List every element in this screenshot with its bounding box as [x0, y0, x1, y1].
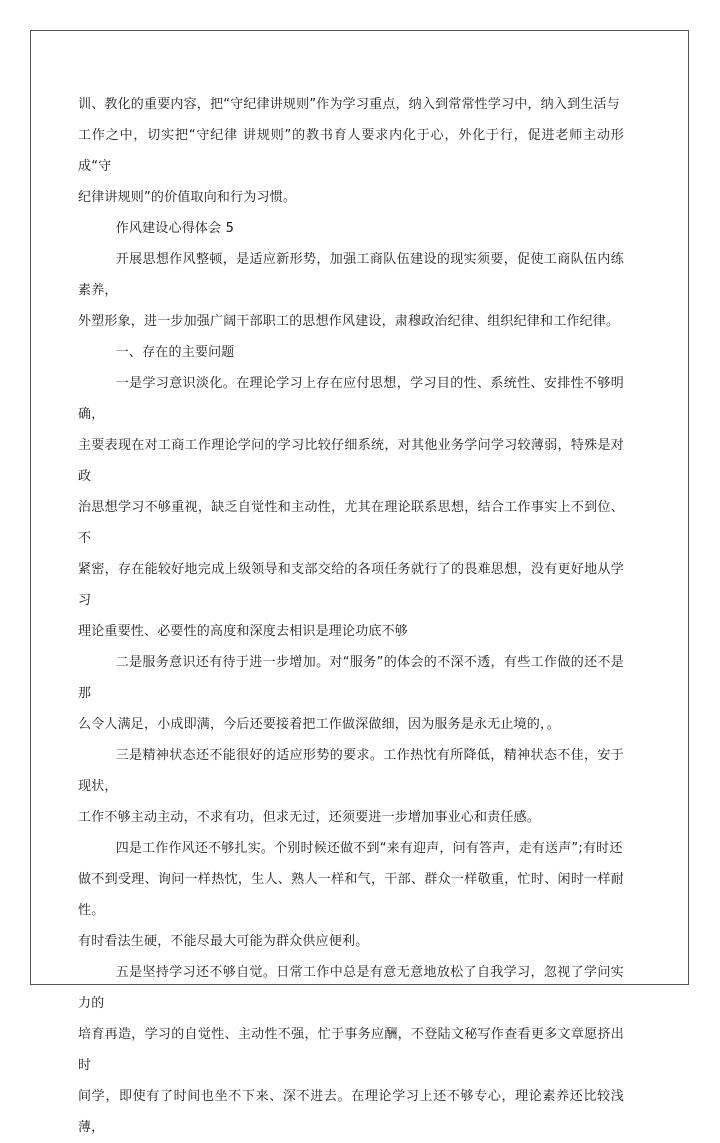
paragraph-issue-2: 二是服务意识还有待于进一步增加。对“服务”的体会的不深不透，有些工作做的还不是那 么令人满足，小成即满，今后还要接着把工作做深做细，因为服务是永无止境的，。: [78, 655, 624, 732]
paragraph-intro: 开展思想作风整顿，是适应新形势，加强工商队伍建设的现实须要，促使工商队伍内练素养， 外塑形象，进一步加强广阔干部职工的思想作风建设，肃穆政治纪律、组织纪律和工作纪律。: [78, 252, 624, 329]
section-heading: 作风建设心得体会 5: [115, 221, 235, 236]
paragraph-issue-3: 三是精神状态还不能很好的适应形势的要求。工作热忱有所降低，精神状态不佳，安于现状， 工作不够主动主动，不求有功，但求无过，还须要进一步增加事业心和责任感。: [78, 748, 624, 825]
paragraph-continuation: 训、教化的重要内容，把“守纪律讲规则”作为学习重点，纳入到常常性学习中，纳入到生活与 工作之中，切实把“守纪律 讲规则”的教书育人要求内化于心，外化于行，促进老师主动形成“守 纪律讲规则”的价值取向和行为习惯。: [78, 97, 624, 205]
paragraph-issue-5: 五是坚持学习还不够自觉。日常工作中总是有意无意地放松了自我学习，忽视了学问实力的 培育再造，学习的自觉性、主动性不强，忙于事务应酬，不登陆文秘写作查看更多文章愿挤出时 间学，即使有了时间也坐不下来、深不进去。在理论学习上还不够专心，理论素养还比较浅薄，: [78, 965, 624, 1135]
document-body: [78, 89, 624, 1143]
paragraph-issue-4: 四是工作作风还不够扎实。个别时候还做不到“来有迎声，问有答声，走有送声”;有时还 做不到受理、询问一样热忱，生人、熟人一样和气，干部、群众一样敬重，忙时、闲时一样耐性。 有时看法生硬，不能尽最大可能为群众供应便利。: [78, 841, 624, 949]
paragraph-issue-1: 一是学习意识淡化。在理论学习上存在应付思想，学习目的性、系统性、安排性不够明确， 主要表现在对工商工作理论学问的学习比较仔细系统，对其他业务学问学习较薄弱，特殊是对政 治思想学习不够重视，缺乏自觉性和主动性，尤其在理论联系思想，结合工作事实上不到位、不 紧密，存在能较好地完成上级领导和支部交给的各项任务就行了的畏难思想，没有更好地从学习 理论重要性、必要性的高度和深度去相识是理论功底不够: [78, 376, 624, 639]
subsection-heading: 一、存在的主要问题: [115, 345, 235, 360]
